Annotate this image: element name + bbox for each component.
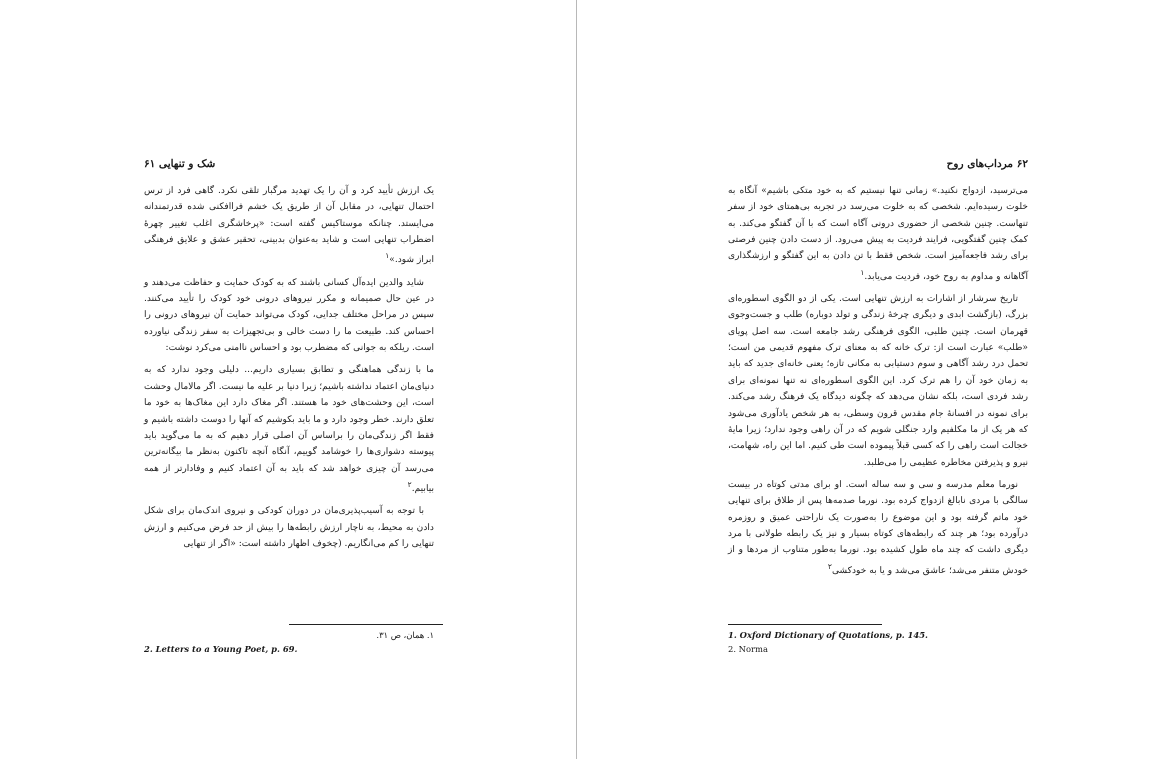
left-page-body (144, 183, 434, 558)
paragraph-text: نورما معلم مدرسه و سی و سه ساله است. او برای مدتی کوتاه در بیست سالگی با مردی نابالغ ازدواج کرده بود. نورما صدمه‌ها پس از طلاق برای تنهایی خود ماتم گرفته بود و این موضوع را به‌صورت یک ناراحتی عمیق و روزمره درآورده بود؛ هر چند که رابطه‌های کوتاه بسیار و نیز یک رابطه طولانی با مرد دیگری داشت که چند ماه طول کشیده بود. نورما به‌طور متناوب از مردها و از خودش متنفر می‌شد؛ عاشق می‌شد و یا به خودکشی (728, 479, 1028, 576)
body-paragraph: تاریخ سرشار از اشارات به ارزش تنهایی است. یکی از دو الگوی اسطوره‌ای بزرگ، (بازگشت ابدی و دیگری چرخهٔ زندگی و تولد دوباره) طلب و جست‌وجوی قهرمان است. چنین طلبی، الگوی فرهنگی رشد جامعه است. سه اصل پویای «طلب» عبارت است از: ترک خانه که به معنای ترک مفهوم قدیمی من است؛ تحمل درد رشد آگاهی و سوم دستیابی به مکانی تازه؛ یعنی خانه‌ای جدید که باید به زمان خود آن را هم ترک کرد. این الگوی اسطوره‌ای نه تنها نمونه‌ای برای رشد فردی است، بلکه نشان می‌دهد که چگونه دیدگاه یک فرهنگ رشد می‌کند. برای نمونه در افسانهٔ جام مقدس قرون وسطی، به هر شخص یادآوری می‌شود که هر یک از ما مکلفیم وارد جنگلی شویم که در آن راهی وجود ندارد؛ زیرا مایهٔ خجالت است راهی را که کسی قبلاً پیموده است طی کنیم. اما این راه، شهامت، نیرو و پذیرفتن مخاطره عظیمی را می‌طلبد. (728, 294, 1028, 468)
body-paragraph: با توجه به آسیب‌پذیری‌مان در دوران کودکی و نیروی اندک‌مان برای شکل دادن به محیط، به ناچار ارزش رابطه‌ها را بیش از حد فرض می‌کنیم و ارزش تنهایی را کم می‌انگاریم. (چخوف اظهار داشته است: «اگر از تنهایی (144, 506, 434, 549)
footnote-marker: ۱ (860, 267, 865, 277)
running-head-left: شک و تنهایی ۶۱ (144, 158, 216, 170)
footnote-item: ۱. همان، ص ۳۱. (376, 630, 434, 640)
right-page (580, 0, 1158, 759)
paragraph-text: می‌ترسید، ازدواج نکنید.» زمانی تنها نیستیم که به خود متکی باشیم» آنگاه به خلوت رسیده‌ایم. شخصی که به خلوت می‌رسد در تجربه بی‌همتای خود از سفر تنهاست. چنین شخصی از حضوری درونی آگاه است که با آن گفتگو می‌کند. به کمک چنین گفتگویی، فرایند فردیت به پیش می‌رود. از دست دادن چنین فرصتی برای رشد فاجعه‌آمیز است. شخص فقط با تن دادن به این گفتگو و ارزشگذاری آگاهانه و مداوم به روح خود، فردیت می‌یابد. (728, 186, 1028, 282)
running-head-right: ۶۲ مرداب‌های روح (946, 158, 1028, 170)
right-page-body (728, 183, 1028, 585)
paragraph-text: یک ارزش تأیید کرد و آن را یک تهدید مرگبار تلقی نکرد. گاهی فرد از ترس احتمال تنهایی، در مقابل آن از طریق یک خشم فراافکنی شده قدرتمندانه می‌ایستد. چنانکه موستاکیس گفته است: «پرخاشگری اغلب تغییر چهرهٔ اضطراب تنهایی است و شاید به‌عنوان بدبینی، تحقیر عشق و علایق فرهنگی ابراز شود.» (144, 186, 434, 266)
footnotes-left (144, 628, 434, 656)
footnotes-right (728, 628, 1028, 656)
footnote-item (728, 628, 1028, 642)
body-paragraph (144, 183, 434, 269)
body-paragraph: شاید والدین ایده‌آل کسانی باشند که به کودک حمایت و حفاظت می‌دهند و در عین حال صمیمانه و مکرر نیروهای درونی خود کودک را تأیید می‌کنند. سپس در مراحل مختلف جدایی، کودک می‌تواند حمایت آن نیروهای درونی را احساس کند. طبیعت ما را دست خالی و بی‌تجهیزات به سفر زندگی نیاورده است. ریلکه به جوانی که مضطرب بود و احساس ناامنی می‌کرد نوشت: (144, 277, 434, 354)
footnote-marker: ۲ (407, 479, 412, 489)
footnote-marker: ۱ (385, 251, 390, 261)
footnote-text: 2. Letters to a Young Poet, p. 69. (144, 644, 298, 654)
left-page (0, 0, 578, 759)
quote-text: ما با زندگی هماهنگی و تطابق بسیاری داریم... دلیلی وجود ندارد که به دنیای‌مان اعتماد نداشته باشیم؛ زیرا دنیا بر علیه ما نیست. اگر مالامال وحشت است، این وحشت‌های خود ما هستند. اگر مغاک دارد این مغاک‌ها به خود ما تعلق دارند. خطر وجود دارد و ما باید بکوشیم که آنها را دوست داشته باشیم و فقط اگر زندگی‌مان را براساس آن اصلی قرار دهیم که به ما می‌گوید باید پیوسته دشواری‌ها را خوشامد گوییم، آنگاه آنچه تاکنون به‌نظر ما بیگانه‌ترین می‌رسد آن چیزی خواهد شد که باید به آن اعتماد کنیم و وفادارتر از همه بیابیم. (144, 365, 434, 494)
footnote-item: 2. Norma (728, 644, 768, 654)
footnote-marker: ۲ (827, 561, 832, 571)
body-paragraph (728, 477, 1028, 579)
body-paragraph (728, 183, 1028, 285)
footnote-divider (289, 624, 443, 625)
block-quote (144, 362, 434, 497)
footnote-text: 1. Oxford Dictionary of Quotations, p. 145. (728, 630, 928, 640)
footnote-divider (728, 624, 882, 625)
footnote-item (144, 642, 434, 656)
